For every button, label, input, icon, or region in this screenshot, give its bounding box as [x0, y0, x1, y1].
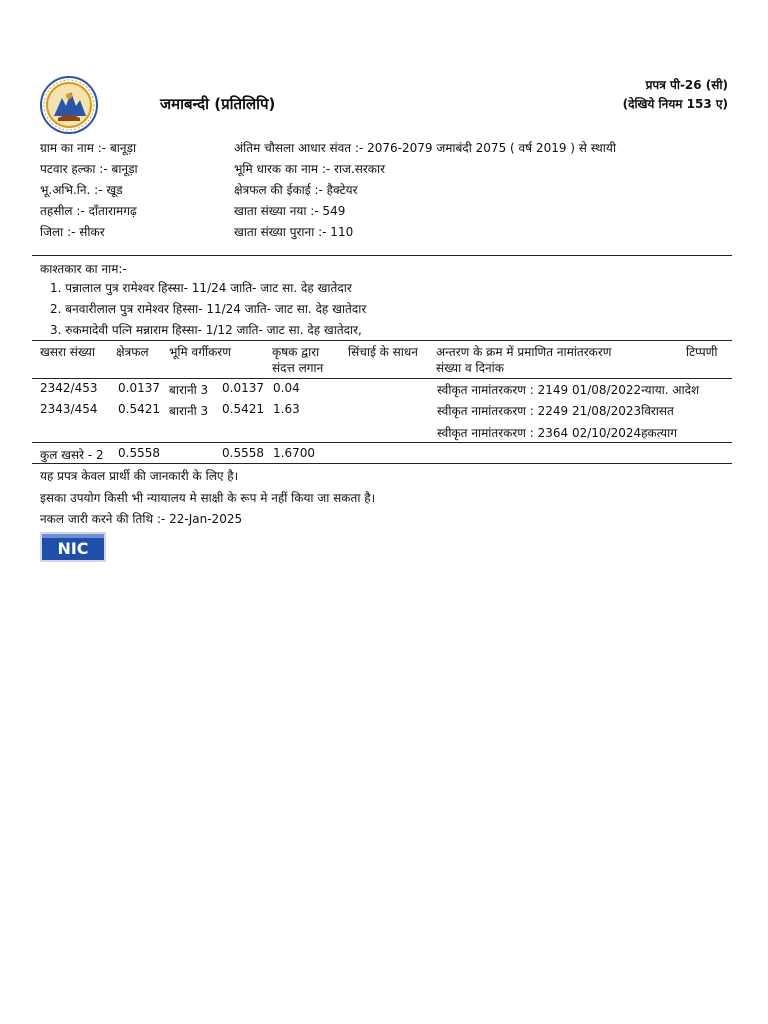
header-irrigation: सिंचाई के साधन — [348, 345, 418, 359]
form-identifier — [623, 76, 728, 114]
table-top-border — [32, 340, 732, 341]
header-rent-line1: कृषक द्वारा — [272, 345, 320, 359]
land-record-inspector: भू.अभि.नि. :- खूड — [40, 183, 123, 197]
table-cell-rent: 0.04 — [273, 381, 300, 395]
header-remarks: टिप्पणी — [686, 345, 718, 359]
table-cell-class-area: 0.0137 — [222, 381, 264, 395]
table-cell-area: 0.5421 — [118, 402, 160, 416]
table-cell-class-area: 0.5421 — [222, 402, 264, 416]
divider — [32, 255, 732, 256]
table-cell-khasra: 2343/454 — [40, 402, 98, 416]
total-top-border — [32, 442, 732, 443]
account-number-new: खाता संख्या नया :- 549 — [234, 204, 346, 218]
village-name: ग्राम का नाम :- बानूड़ा — [40, 141, 137, 155]
mutation-entry: स्वीकृत नामांतरकरण : 2364 02/10/2024हकत्याग — [437, 426, 678, 440]
total-bottom-border — [32, 463, 732, 464]
total-class-area: 0.5558 — [222, 446, 264, 460]
table-cell-rent: 1.63 — [273, 402, 300, 416]
header-rent-line2: संदत्त लगान — [272, 361, 324, 375]
header-mutation — [436, 344, 611, 376]
farmer-item: 3. रुकमादेवी पत्नि मन्नाराम हिस्सा- 1/12 जाति- जाट सा. देह खातेदार, — [50, 323, 362, 337]
rajasthan-emblem-icon — [40, 76, 98, 134]
header-rent — [272, 344, 323, 376]
header-khasra: खसरा संख्या — [40, 345, 95, 359]
district: जिला :- सीकर — [40, 225, 105, 239]
farmer-item: 1. पन्नालाल पुत्र रामेश्वर हिस्सा- 11/24 जाति- जाट सा. देह खातेदार — [50, 281, 352, 295]
legal-note: इसका उपयोग किसी भी न्यायालय मे साक्षी के रूप मे नहीं किया जा सकता है। — [40, 491, 376, 505]
total-rent: 1.6700 — [273, 446, 315, 460]
header-mutation-line1: अन्तरण के क्रम में प्रमाणित नामांतरकरण — [436, 345, 612, 359]
nic-logo-text: NIC — [57, 539, 89, 558]
table-cell-khasra: 2342/453 — [40, 381, 98, 395]
settlement-basis: अंतिम चौसला आधार संवत :- 2076-2079 जमाबंदी 2075 ( वर्ष 2019 ) से स्थायी — [234, 141, 616, 155]
farmers-label: काश्तकार का नाम:- — [40, 262, 127, 276]
rule-reference: (देखिये नियम 153 ए) — [622, 97, 728, 111]
patwar-halka: पटवार हल्का :- बानूड़ा — [40, 162, 138, 176]
disclaimer-note: यह प्रपत्र केवल प्रार्थी की जानकारी के लिए है। — [40, 469, 239, 483]
issue-date: नकल जारी करने की तिथि :- 22-Jan-2025 — [40, 512, 243, 526]
farmer-item: 2. बनवारीलाल पुत्र रामेश्वर हिस्सा- 11/24 जाति- जाट सा. देह खातेदार — [50, 302, 367, 316]
form-number: प्रपत्र पी-26 (सी) — [645, 78, 728, 92]
table-cell-class: बारानी 3 — [169, 383, 209, 397]
land-holder-name: भूमि धारक का नाम :- राज.सरकार — [234, 162, 386, 176]
header-mutation-line2: संख्या व दिनांक — [436, 361, 504, 375]
mutation-entry: स्वीकृत नामांतरकरण : 2149 01/08/2022न्याया. आदेश — [437, 383, 700, 397]
area-unit: क्षेत्रफल की ईकाई :- हैक्टेयर — [234, 183, 358, 197]
table-cell-area: 0.0137 — [118, 381, 160, 395]
total-area: 0.5558 — [118, 446, 160, 460]
total-label: कुल खसरे - 2 — [40, 448, 104, 462]
page-title: जमाबन्दी (प्रतिलिपि) — [160, 95, 276, 113]
table-cell-class: बारानी 3 — [169, 404, 209, 418]
header-area: क्षेत्रफल — [116, 345, 149, 359]
header-bottom-border — [32, 378, 732, 379]
nic-logo-icon — [40, 532, 106, 562]
mutation-entry: स्वीकृत नामांतरकरण : 2249 21/08/2023विरासत — [437, 404, 674, 418]
header-land-class: भूमि वर्गीकरण — [169, 345, 231, 359]
tehsil: तहसील :- दाँतारामगढ़ — [40, 204, 137, 218]
account-number-old: खाता संख्या पुराना :- 110 — [234, 225, 354, 239]
